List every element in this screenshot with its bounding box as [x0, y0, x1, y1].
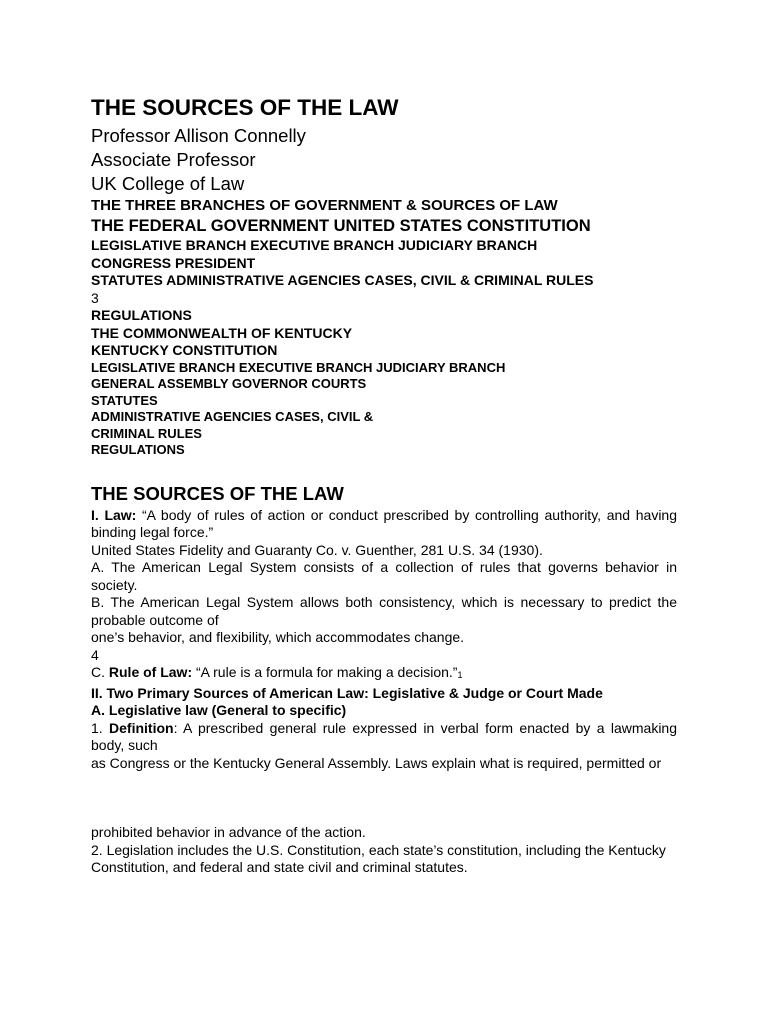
state-criminal-rules: CRIMINAL RULES — [91, 425, 202, 441]
state-statutes: STATUTES — [91, 392, 158, 408]
us-constitution-label: UNITED STATES CONSTITUTION — [333, 217, 591, 235]
definition-prefix: 1. — [91, 719, 110, 736]
law-citation: United States Fidelity and Guaranty Co. v. Guenther, 281 U.S. 34 (1930). — [91, 541, 543, 558]
rule-of-law-label: Rule of Law: — [108, 664, 193, 680]
document-content — [91, 92, 677, 877]
rule-of-law-text: “A rule is a formula for making a decision.” — [192, 664, 458, 680]
definition-label: Definition — [109, 719, 174, 736]
point-c — [91, 664, 677, 685]
author-position: Associate Professor — [91, 149, 256, 170]
federal-bodies: CONGRESS PRESIDENT — [91, 254, 256, 271]
state-agencies: ADMINISTRATIVE AGENCIES CASES, CIVIL & — [91, 409, 374, 424]
footnote-marker: 1 — [457, 670, 463, 680]
author-school: UK College of Law — [91, 173, 245, 194]
page-number-3: 3 — [91, 289, 99, 306]
point-a: A. The American Legal System consists of a collection of rules that governs behavior in society. — [91, 559, 677, 593]
point-b-line-1: B. The American Legal System allows both consistency, which is necessary to predict the probable outcome of — [91, 594, 677, 628]
page-gap — [91, 772, 677, 824]
definition-para-2: as Congress or the Kentucky General Assembly. Laws explain what is required, permitted or — [91, 754, 662, 771]
document-title: THE SOURCES OF THE LAW — [91, 95, 399, 120]
definition-text-1: : A prescribed general rule expressed in verbal form enacted by a lawmaking body, such — [91, 719, 677, 753]
law-text: “A body of rules of action or conduct prescribed by controlling authority, and having binding legal force.” — [91, 506, 677, 540]
law-definition — [91, 507, 677, 542]
state-bodies: GENERAL ASSEMBLY GOVERNOR COURTS — [91, 376, 367, 391]
federal-branches: LEGISLATIVE BRANCH EXECUTIVE BRANCH JUDICIARY BRANCH — [91, 237, 538, 253]
page-number-4: 4 — [91, 646, 99, 663]
state-constitution: KENTUCKY CONSTITUTION — [91, 342, 278, 358]
point-b-line-2: one’s behavior, and flexibility, which accommodates change. — [91, 629, 465, 645]
branches-title: THE THREE BRANCHES OF GOVERNMENT & SOURCES OF LAW — [91, 197, 558, 214]
section-ii-a-heading: A. Legislative law (General to specific) — [91, 702, 347, 718]
state-title: THE COMMONWEALTH OF KENTUCKY — [91, 324, 353, 341]
author-name: Professor Allison Connelly — [91, 125, 306, 146]
state-regulations: REGULATIONS — [91, 442, 185, 457]
point-c-prefix: C. — [91, 664, 109, 680]
section-ii-heading: II. Two Primary Sources of American Law: Legislative & Judge or Court Made — [91, 684, 603, 701]
federal-government-label: THE FEDERAL GOVERNMENT — [91, 217, 334, 235]
item-2-line-1: 2. Legislation includes the U.S. Constitution, each state’s constitution, including the Kentucky — [91, 841, 666, 858]
definition-para-1 — [91, 720, 677, 755]
state-branches: LEGISLATIVE BRANCH EXECUTIVE BRANCH JUDICIARY BRANCH — [91, 359, 506, 375]
law-label: I. Law: — [91, 506, 137, 523]
federal-line — [91, 215, 677, 237]
section-title: THE SOURCES OF THE LAW — [91, 482, 344, 504]
item-2-line-2: Constitution, and federal and state civil and criminal statutes. — [91, 859, 468, 875]
definition-para-3: prohibited behavior in advance of the action. — [91, 824, 366, 840]
federal-regulations: REGULATIONS — [91, 307, 192, 323]
federal-sources: STATUTES ADMINISTRATIVE AGENCIES CASES, CIVIL & CRIMINAL RULES — [91, 272, 594, 288]
